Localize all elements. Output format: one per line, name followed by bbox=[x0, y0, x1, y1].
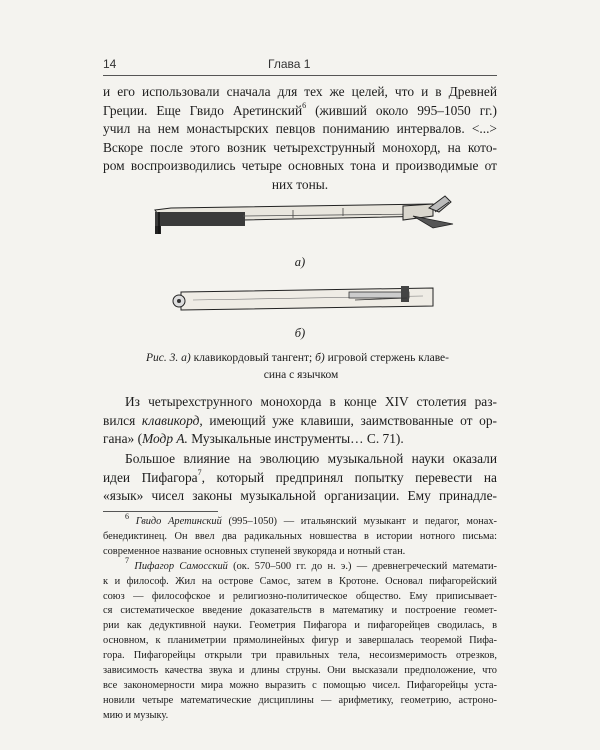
footnote-7-line: ся систематическое введение доказательств в математику и построение геомет- bbox=[103, 605, 497, 617]
text-line: идеи Пифагора$^7$, который предпринял попытку перевести на bbox=[103, 468, 497, 485]
footnote-7-line: мию и музыку. bbox=[103, 709, 169, 721]
figure-label-b: б) bbox=[294, 326, 306, 340]
chapter-title: Глава 1 bbox=[268, 57, 311, 71]
paragraph-3 bbox=[103, 450, 497, 506]
text-line: ром воспроизводились четыре основных тона и производимые от bbox=[103, 158, 497, 174]
footnote-7-line: $^7$ Пифагор Самосский (ок. 570–500 гг. до н. э.) — древнегреческий математи- bbox=[125, 556, 498, 572]
footnote-6-line: современное название основных ступеней звукоряда и нотный стан. bbox=[103, 545, 406, 557]
paragraph-2 bbox=[103, 393, 497, 449]
footnote-ref-6[interactable]: 6 bbox=[302, 101, 307, 111]
figure-caption bbox=[146, 350, 456, 384]
header-rule bbox=[103, 75, 497, 76]
footnote-7-line: рии как дедуктивной науки. Геометрия Пифагора и пифагорейцев сводилась, в bbox=[103, 620, 497, 632]
footnotes bbox=[103, 511, 498, 724]
harpsichord-jack-drawing bbox=[103, 282, 497, 317]
caption-line: сина с язычком bbox=[263, 369, 339, 381]
text-line: «язык» чисел законы музыкальной организации. Ему принадле- bbox=[103, 488, 497, 504]
footnote-rule bbox=[103, 511, 218, 512]
text-line: вился клавикорд, имеющий уже клавиши, заимствованные от ор- bbox=[103, 412, 497, 428]
footnote-7-line: гора. Пифагорейцы открыли три правильных тела, несоизмеримость отрезков, bbox=[103, 650, 497, 662]
text-line: Греции. Еще Гвидо Аретинский$^6$ (живший около 995–1050 гг.) bbox=[103, 101, 497, 118]
paragraph-1 bbox=[103, 83, 497, 195]
text-line: учил на нем монастырских певцов пониманию интервалов. <...> bbox=[103, 121, 497, 137]
footnote-ref-7[interactable]: 7 bbox=[197, 468, 202, 478]
clavichord-tangent-drawing bbox=[103, 190, 497, 248]
text-line: гана» (Модр А. Музыкальные инструменты… С. 71). bbox=[103, 431, 404, 447]
text-line: и его использовали сначала для тех же целей, что и в Древней bbox=[103, 84, 497, 99]
text-line: них тоны. bbox=[271, 176, 329, 192]
text-line: Большое влияние на эволюцию музыкальной науки оказали bbox=[125, 451, 497, 466]
footnote-7-line: союз — философское и религиозно-политическое общество. Ему приписывает- bbox=[103, 590, 497, 602]
text-line: Из четырехструнного монохорда в конце XIV столетия раз- bbox=[125, 394, 497, 409]
footnote-7-line: все закономерности мира можно выразить с помощью чисел. Пифагорейцы уста- bbox=[103, 679, 497, 691]
figure-label-a: а) bbox=[294, 255, 306, 269]
text-line: Вскоре после этого возник четырехструнный монохорд, на кото- bbox=[103, 139, 497, 155]
footnote-7-line: основном, к планиметрии прямолинейных фигур и завершалась теоремой Пифа- bbox=[103, 635, 497, 647]
caption-line: Рис. 3. а) клавикордовый тангент; б) игровой стержень клаве- bbox=[146, 352, 449, 364]
footnote-6-line: бенедиктинец. Он ввел два радикальных новшества в истории нотного письма: bbox=[103, 530, 497, 542]
footnote-7-line: к и философ. Жил на острове Самос, затем в Кротоне. Основал пифагорейский bbox=[103, 575, 497, 587]
footnote-7-line: зависимость качества звука и длины струны. Они высказали предположение, что bbox=[103, 665, 497, 677]
footnote-6-line: $^6$ Гвидо Аретинский (995–1050) — итальянский музыкант и педагог, монах- bbox=[125, 511, 497, 527]
footnote-7-line: новили четыре математические дисциплины — арифметику, геометрию, астроно- bbox=[103, 694, 497, 706]
page-number: 14 bbox=[103, 57, 117, 71]
